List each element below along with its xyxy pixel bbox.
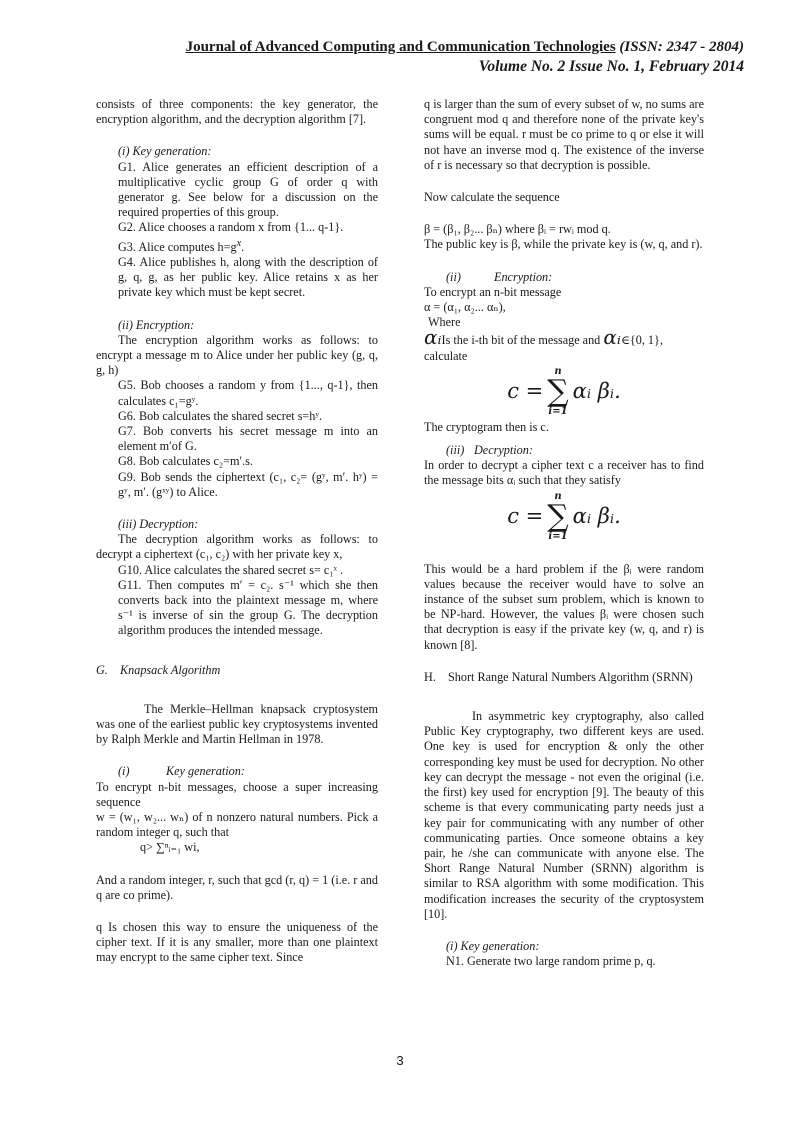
alpha-i-symbol: αᵢ xyxy=(424,325,442,350)
elgamal-intro: consists of three components: the key generator, the encryption algorithm, and the decryption algorithm [7]. xyxy=(96,97,378,127)
alpha-definition: α = (α₁, α₂... αₙ), xyxy=(424,300,506,315)
knapsack-keygen-heading: (i) Key generation: xyxy=(118,764,245,779)
journal-issn: (ISSN: 2347 - 2804) xyxy=(619,39,744,55)
step-g5: G5. Bob chooses a random y from {1..., q-1}, then calculates c₁=gʸ. xyxy=(118,378,378,408)
journal-title: Journal of Advanced Computing and Communication Technologies xyxy=(185,39,616,55)
calculate-text: calculate xyxy=(424,348,468,363)
knapsack-q-chosen: q Is chosen this way to ensure the uniqueness of the cipher text. If it is any smaller, more than one plaintext may encrypt to the same cipher text. Since xyxy=(96,920,378,965)
decryption-formula: c = n ∑ i=1 αᵢ βᵢ. xyxy=(507,490,621,542)
step-g3: G3. Alice computes $h=g^x$. xyxy=(118,237,245,254)
knapsack-q-condition: q> ∑ⁿᵢ₌₁ wi, xyxy=(140,840,200,855)
step-n1: N1. Generate two large random prime p, q. xyxy=(446,954,656,969)
journal-title-line xyxy=(186,38,744,57)
cryptogram-formula: c = n ∑ i=1 αᵢ βᵢ. xyxy=(507,365,621,417)
journal-volume: Volume No. 2 Issue No. 1, February 2014 xyxy=(478,58,744,75)
step-g4: G4. Alice publishes h, along with the description of g, q, g, as her public key. Alice retains x as her private key which must be kept secret. xyxy=(118,254,378,300)
srnn-keygen-heading: (i) Key generation: xyxy=(446,938,540,953)
step-g1: G1. Alice generates an efficient description of a multiplicative cyclic group G of order q with generator g. See below for a discussion on the required properties of this group. xyxy=(118,159,378,220)
alpha-bit-text: αᵢIs the i-th bit of the message and αᵢ∈{0, 1}, xyxy=(424,325,663,350)
knapsack-enc-heading: (ii) Encryption: xyxy=(446,269,553,284)
knapsack-r-condition: And a random integer, r, such that gcd (r, q) = 1 (i.e. r and q are co prime). xyxy=(96,872,378,902)
step-g10: G10. Alice calculates the shared secret s= c₁ˣ . xyxy=(118,562,344,577)
alpha-i-symbol-2: αᵢ xyxy=(603,325,621,350)
page-header xyxy=(186,38,744,76)
elgamal-enc-heading: (ii) Encryption: xyxy=(118,317,195,332)
q-larger-text: q is larger than the sum of every subset of w, no sums are congruent mod q and therefore none of the private key's sums will be equal. r must be co prime to q or else it will not have an inverse mod q. The existence of the inverse of r is necessary so that decryption is possible. xyxy=(424,97,704,172)
encrypt-nbit-text: To encrypt an n-bit message xyxy=(424,284,562,299)
beta-definition: β = (β₁, β₂... βₙ) where βᵢ = rwᵢ mod q. xyxy=(424,222,611,237)
where-text: Where xyxy=(428,315,461,330)
step-g8: G8. Bob calculates c₂=m′.s. xyxy=(118,454,253,469)
right-column xyxy=(424,97,704,969)
left-column xyxy=(96,97,378,966)
step-g7: G7. Bob converts his secret message m into an element m′of G. xyxy=(118,423,378,454)
step-g9: G9. Bob sends the ciphertext (c₁, c₂= (gʸ, m′. hʸ) = gʸ, m′. (gˣʸ) to Alice. xyxy=(118,469,378,499)
elgamal-enc-text: The encryption algorithm works as follows: to encrypt a message m to Alice under her public key (g, q, g, h) xyxy=(96,332,378,378)
now-calculate-text: Now calculate the sequence xyxy=(424,190,560,205)
knapsack-dec-text: In order to decrypt a cipher text c a receiver has to find the message bits αᵢ such that they satisfy xyxy=(424,458,704,488)
knapsack-sequence-w: w = (w₁, w₂... wₙ) of n nonzero natural numbers. Pick a random integer q, such that xyxy=(96,809,378,840)
cryptogram-text: The cryptogram then is c. xyxy=(424,419,549,434)
knapsack-intro: The Merkle–Hellman knapsack cryptosystem was one of the earliest public key cryptosystems invented by Ralph Merkle and Martin Hellman in 1978. xyxy=(96,701,378,747)
step-g6: G6. Bob calculates the shared secret s=hʸ. xyxy=(118,408,323,423)
elgamal-dec-text: The decryption algorithm works as follows: to decrypt a ciphertext (c₁, c₂) with her private key x, xyxy=(96,532,378,562)
knapsack-encrypt-text: To encrypt n-bit messages, choose a super increasing sequence xyxy=(96,779,378,809)
section-h-heading: H. Short Range Natural Numbers Algorithm (SRNN) xyxy=(424,669,693,684)
hard-problem-text: This would be a hard problem if the βᵢ were random values because the receiver would have to solve an instance of the subset sum problem, which is known to be NP-hard. However, the values βᵢ were chosen such that decryption is easy if the private key (w, q, and r) is known [8]. xyxy=(424,561,704,652)
elgamal-keygen-heading: (i) Key generation: xyxy=(118,144,212,159)
page-number: 3 xyxy=(396,1053,404,1068)
knapsack-dec-heading: (iii) Decryption: xyxy=(446,443,533,458)
elgamal-dec-heading: (iii) Decryption: xyxy=(118,516,199,531)
step-g2: G2. Alice chooses a random x from {1... q-1}. xyxy=(118,220,344,235)
srnn-text: In asymmetric key cryptography, also called Public Key cryptography, two different keys are used. One key is used for encryption & only the other corresponding key must be used for decryption. No other key can decrypt the message - not even the original (i.e. the first) key used for encryption [9]. The beauty of this scheme is that every communicating party needs just a key pair for communicating with any number of other communicating parties. Once someone obtains a key pair, he /she can communicate with anyone else. The Short Range Natural Number (SRNN) algorithm is similar to RSA algorithm with some modification. This modification increases the security of the cryptosystem [10]. xyxy=(424,709,704,921)
step-g11: G11. Then computes m′ = c₂. s⁻¹ which she then converts back into the plaintext message m, where s⁻¹ is inverse of sin the group G. The decryption algorithm produces the intended message. xyxy=(118,577,378,638)
public-key-text: The public key is β, while the private key is (w, q, and r). xyxy=(424,237,703,252)
section-g-heading: G. Knapsack Algorithm xyxy=(96,662,221,677)
